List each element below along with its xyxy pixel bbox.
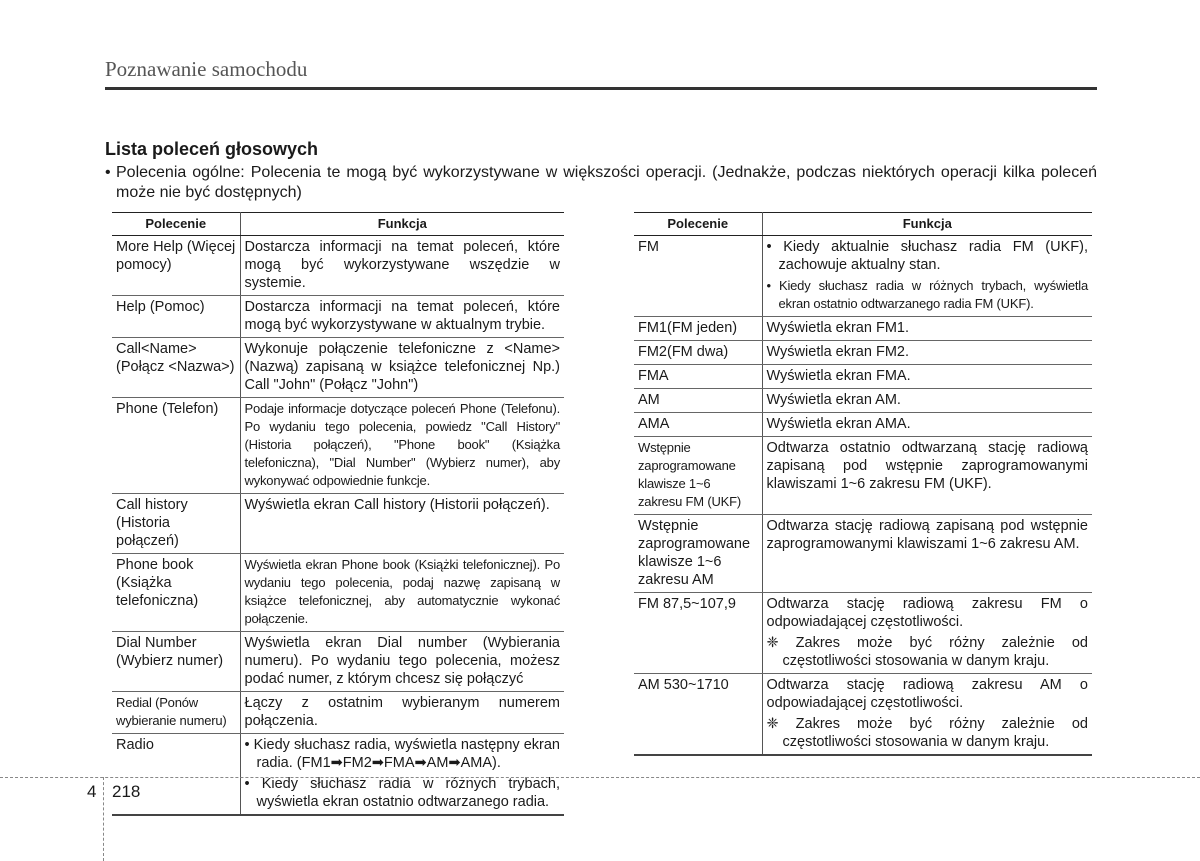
function-cell bbox=[762, 593, 1092, 674]
table-row bbox=[112, 692, 564, 734]
function-cell: Łączy z ostatnim wybieranym numerem połączenia. bbox=[240, 692, 564, 734]
table-header-row bbox=[112, 213, 564, 236]
table-row bbox=[634, 437, 1092, 515]
command-cell: Phone book (Książka telefoniczna) bbox=[112, 554, 240, 632]
function-cell: Wyświetla ekran FM1. bbox=[762, 317, 1092, 341]
function-cell: Wyświetla ekran AM. bbox=[762, 389, 1092, 413]
command-cell: AM 530~1710 bbox=[634, 674, 762, 756]
function-cell: Podaje informacje dotyczące poleceń Phone (Telefonu). Po wydaniu tego polecenia, powiedz "Call History" (Historia połączeń), "Phone book" (Książka telefoniczna), "Dial Number" (Wybierz numer), aby wykonywać odpowiednie funkcje. bbox=[240, 398, 564, 494]
function-cell: Wyświetla ekran Phone book (Książki telefonicznej). Po wydaniu tego polecenia, podaj nazwę zapisaną w książce telefonicznej, aby automatycznie wykonać połączenie. bbox=[240, 554, 564, 632]
function-cell: Odtwarza ostatnio odtwarzaną stację radiową zapisaną pod wstępnie zaprogramowanymi klawiszami 1~6 zakresu FM (UKF). bbox=[762, 437, 1092, 515]
table-row bbox=[112, 398, 564, 494]
commands-table-left bbox=[112, 212, 564, 816]
function-cell: Wyświetla ekran FMA. bbox=[762, 365, 1092, 389]
function-text: Odtwarza stację radiową zakresu AM o odpowiadającej częstotliwości. bbox=[766, 677, 1088, 711]
note-text: ❈ Zakres może być różny zależnie od częstotliwości stosowania w danym kraju. bbox=[766, 635, 1088, 669]
bullet-icon: • bbox=[105, 164, 111, 181]
table-row bbox=[112, 494, 564, 554]
bullet-item: • Kiedy słuchasz radia w różnych trybach, wyświetla ekran ostatnio odtwarzanego radia. bbox=[244, 776, 560, 810]
footer-rule bbox=[0, 777, 1200, 778]
command-cell: Call history (Historia połączeń) bbox=[112, 494, 240, 554]
command-cell: Wstępnie zaprogramowane klawisze 1~6 zakresu FM (UKF) bbox=[634, 437, 762, 515]
table-row bbox=[634, 674, 1092, 756]
header-title: Poznawanie samochodu bbox=[105, 57, 308, 81]
command-cell: AM bbox=[634, 389, 762, 413]
command-cell: Dial Number (Wybierz numer) bbox=[112, 632, 240, 692]
command-cell: FMA bbox=[634, 365, 762, 389]
function-cell: Dostarcza informacji na temat poleceń, które mogą być wykorzystywane wszędzie w systemie. bbox=[240, 236, 564, 296]
table-row bbox=[112, 554, 564, 632]
function-cell: Dostarcza informacji na temat poleceń, które mogą być wykorzystywane w aktualnym trybie. bbox=[240, 296, 564, 338]
table-row bbox=[634, 515, 1092, 593]
command-cell: FM1(FM jeden) bbox=[634, 317, 762, 341]
table-row bbox=[634, 236, 1092, 317]
command-cell: Wstępnie zaprogramowane klawisze 1~6 zakresu AM bbox=[634, 515, 762, 593]
section-title: Lista poleceń głosowych bbox=[105, 139, 319, 159]
command-cell: Redial (Ponów wybieranie numeru) bbox=[112, 692, 240, 734]
function-cell bbox=[762, 236, 1092, 317]
function-cell bbox=[240, 734, 564, 816]
commands-table-right bbox=[634, 212, 1092, 756]
function-text: Odtwarza stację radiową zakresu FM o odpowiadającej częstotliwości. bbox=[766, 596, 1088, 630]
table-row bbox=[112, 296, 564, 338]
command-cell: More Help (Więcej pomocy) bbox=[112, 236, 240, 296]
command-cell: FM 87,5~107,9 bbox=[634, 593, 762, 674]
command-cell: Radio bbox=[112, 734, 240, 816]
bullet-item: • Kiedy słuchasz radia w różnych trybach, wyświetla ekran ostatnio odtwarzanego radia FM (UKF). bbox=[766, 278, 1088, 311]
command-cell: Phone (Telefon) bbox=[112, 398, 240, 494]
function-cell bbox=[762, 674, 1092, 756]
function-cell: Wyświetla ekran Call history (Historii połączeń). bbox=[240, 494, 564, 554]
function-cell: Wykonuje połączenie telefoniczne z <Name> (Nazwą) zapisaną w książce telefonicznej Np.) Call "John" (Połącz "John") bbox=[240, 338, 564, 398]
table-row bbox=[634, 317, 1092, 341]
table-row bbox=[634, 341, 1092, 365]
bullet-item: • Kiedy aktualnie słuchasz radia FM (UKF), zachowuje aktualny stan. bbox=[766, 239, 1088, 273]
command-cell: Help (Pomoc) bbox=[112, 296, 240, 338]
table-row bbox=[634, 593, 1092, 674]
table-row bbox=[634, 365, 1092, 389]
table-row bbox=[112, 338, 564, 398]
column-header-command: Polecenie bbox=[112, 213, 240, 236]
footer-divider bbox=[103, 777, 104, 861]
command-cell: Call<Name> (Połącz <Nazwa>) bbox=[112, 338, 240, 398]
table-row bbox=[634, 389, 1092, 413]
header-rule bbox=[105, 87, 1097, 90]
command-cell: AMA bbox=[634, 413, 762, 437]
bullet-item: • Kiedy słuchasz radia, wyświetla następny ekran radia. (FM1➡FM2➡FMA➡AM➡AMA). bbox=[244, 737, 560, 771]
note-text: ❈ Zakres może być różny zależnie od częstotliwości stosowania w danym kraju. bbox=[766, 716, 1088, 750]
table-row bbox=[112, 734, 564, 816]
table-header-row bbox=[634, 213, 1092, 236]
column-header-function: Funkcja bbox=[240, 213, 564, 236]
command-cell: FM2(FM dwa) bbox=[634, 341, 762, 365]
table-row bbox=[112, 236, 564, 296]
table-row bbox=[634, 413, 1092, 437]
column-header-command: Polecenie bbox=[634, 213, 762, 236]
command-cell: FM bbox=[634, 236, 762, 317]
function-cell: Wyświetla ekran FM2. bbox=[762, 341, 1092, 365]
chapter-number: 4 bbox=[87, 782, 97, 801]
function-cell: Wyświetla ekran AMA. bbox=[762, 413, 1092, 437]
column-header-function: Funkcja bbox=[762, 213, 1092, 236]
intro-text: Polecenia ogólne: Polecenia te mogą być wykorzystywane w większości operacji. (Jednakże, podczas niektórych operacji kilka poleceń może nie być dostępnych) bbox=[116, 164, 1097, 201]
table-row bbox=[112, 632, 564, 692]
function-cell: Wyświetla ekran Dial number (Wybierania numeru). Po wydaniu tego polecenia, możesz podać numer, z którym chcesz się połączyć bbox=[240, 632, 564, 692]
intro-paragraph bbox=[105, 163, 1097, 203]
page-number: 218 bbox=[112, 782, 141, 801]
function-cell: Odtwarza stację radiową zapisaną pod wstępnie zaprogramowanymi klawiszami 1~6 zakresu AM. bbox=[762, 515, 1092, 593]
